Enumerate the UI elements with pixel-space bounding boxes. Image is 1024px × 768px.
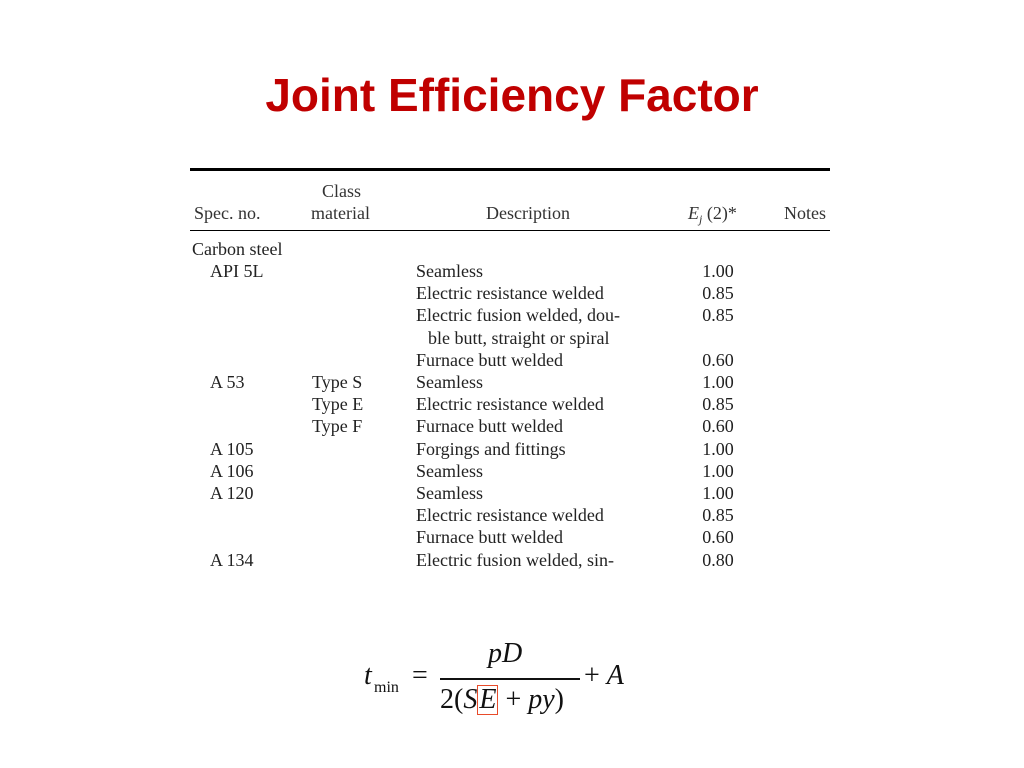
- cell-description: Furnace butt welded: [416, 349, 563, 370]
- formula-equals: =: [412, 660, 428, 691]
- header-ej-note: (2)*: [702, 203, 737, 223]
- cell-class: Type F: [312, 416, 363, 437]
- table-header-rule: [190, 230, 830, 231]
- header-description: Description: [486, 203, 570, 223]
- cell-description: Electric resistance welded: [416, 394, 604, 415]
- header-ej-symbol: E: [688, 203, 699, 223]
- cell-description: Electric resistance welded: [416, 283, 604, 304]
- cell-description: Electric fusion welded, dou-: [416, 305, 620, 326]
- cell-description: Seamless: [416, 372, 483, 392]
- cell-ej: 1.00: [702, 438, 734, 459]
- cell-ej: 0.85: [702, 283, 734, 304]
- cell-description: ble butt, straight or spiral: [428, 327, 610, 348]
- cell-spec: A 120: [210, 483, 254, 503]
- cell-ej: 0.60: [702, 527, 734, 548]
- cell-class: Type E: [312, 394, 364, 415]
- group-label: Carbon steel: [192, 239, 283, 259]
- formula-denominator: [440, 684, 564, 716]
- formula-a: A: [606, 660, 624, 691]
- cell-description: Electric resistance welded: [416, 505, 604, 526]
- cell-description: Electric fusion welded, sin-: [416, 549, 614, 570]
- cell-ej: 1.00: [702, 261, 734, 281]
- joint-efficiency-table: [190, 168, 830, 578]
- cell-spec: A 106: [210, 460, 254, 481]
- header-ej: [688, 202, 737, 226]
- formula-plus: +: [584, 660, 607, 691]
- formula-numerator: pD: [488, 638, 523, 669]
- cell-description: Seamless: [416, 261, 483, 281]
- formula-den-prefix: 2(: [440, 684, 464, 715]
- header-ej-subscript: j: [699, 212, 703, 226]
- cell-ej: 1.00: [702, 460, 734, 481]
- cell-spec: A 53: [210, 372, 245, 392]
- min-thickness-formula: [360, 636, 660, 726]
- table-top-rule: [190, 168, 830, 171]
- cell-ej: 0.85: [702, 305, 734, 326]
- header-class-line1: Class: [322, 181, 362, 201]
- header-spec-no: Spec. no.: [194, 203, 261, 223]
- formula-den-py: py: [528, 684, 555, 715]
- cell-ej: 1.00: [702, 372, 734, 392]
- cell-description: Furnace butt welded: [416, 416, 563, 437]
- formula-den-s: S: [463, 684, 478, 715]
- cell-ej: 1.00: [702, 483, 734, 503]
- cell-spec: A 105: [210, 438, 254, 459]
- cell-description: Seamless: [416, 460, 483, 481]
- cell-spec: A 134: [210, 549, 254, 570]
- cell-ej: 0.60: [702, 349, 734, 370]
- formula-highlighted-e: E: [479, 684, 497, 715]
- formula-subscript-min: min: [374, 679, 399, 696]
- formula-plus-a: [584, 660, 624, 692]
- formula-fraction-bar: [440, 678, 580, 680]
- cell-description: Forgings and fittings: [416, 438, 566, 459]
- cell-class: Type S: [312, 372, 363, 392]
- cell-ej: 0.80: [702, 549, 734, 570]
- formula-den-suffix: ): [554, 684, 564, 715]
- cell-ej: 0.85: [702, 394, 734, 415]
- formula-den-plus: +: [498, 684, 529, 715]
- formula-t: t: [364, 660, 372, 691]
- header-class-line2: material: [311, 203, 370, 223]
- cell-description: Seamless: [416, 483, 483, 503]
- cell-description: Furnace butt welded: [416, 527, 563, 548]
- cell-spec: API 5L: [210, 261, 264, 281]
- slide-title: Joint Efficiency Factor: [265, 69, 759, 121]
- header-notes: Notes: [784, 203, 826, 223]
- cell-ej: 0.85: [702, 505, 734, 526]
- cell-ej: 0.60: [702, 416, 734, 437]
